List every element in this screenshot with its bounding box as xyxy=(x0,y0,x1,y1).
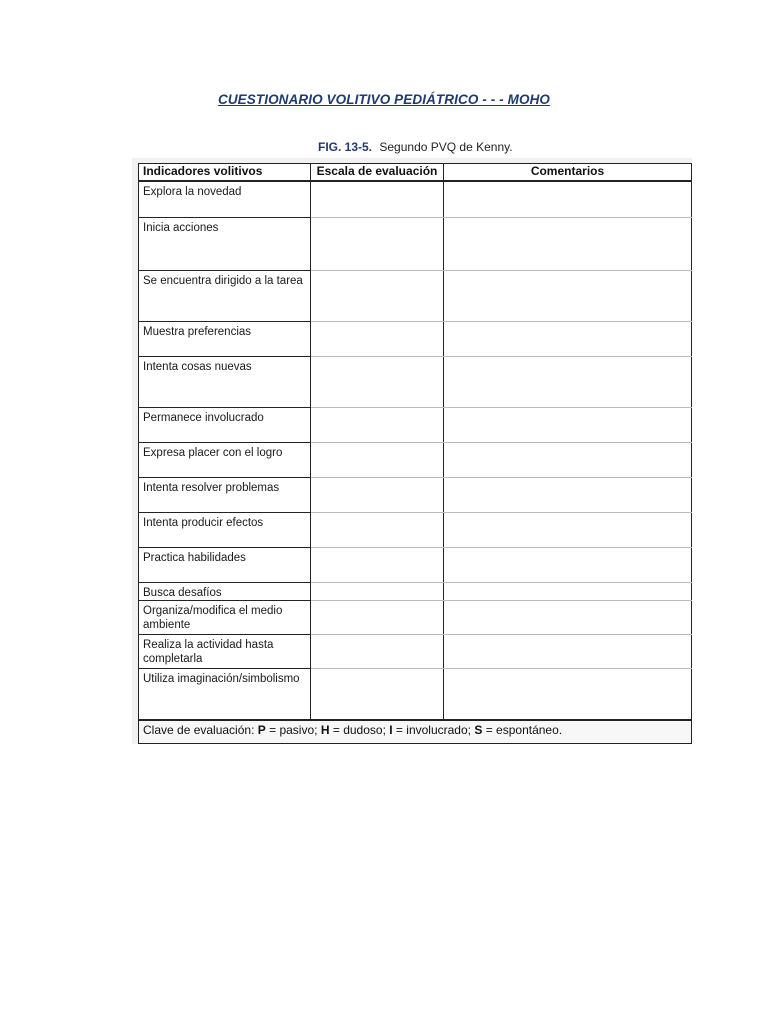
evaluation-key-prefix: Clave de evaluación: xyxy=(143,723,255,737)
indicator-label: Utiliza imaginación/simbolismo xyxy=(139,668,311,720)
table-row xyxy=(139,512,692,547)
figure-label: FIG. 13-5. xyxy=(318,140,373,154)
indicator-label: Inicia acciones xyxy=(139,217,311,270)
comment-cell[interactable] xyxy=(444,407,692,442)
evaluation-key-meaning: espontáneo xyxy=(496,723,559,737)
evaluation-key-items xyxy=(258,723,562,737)
evaluation-key-code: P xyxy=(257,723,266,737)
figure-caption-text: Segundo PVQ de Kenny. xyxy=(379,140,513,154)
header-indicators: Indicadores volitivos xyxy=(139,164,311,182)
table-row xyxy=(139,477,692,512)
evaluation-key-code: I xyxy=(389,723,393,737)
indicator-label: Expresa placer con el logro xyxy=(139,442,311,477)
scale-cell[interactable] xyxy=(311,181,444,217)
evaluation-key-item: P = pasivo; xyxy=(257,723,318,737)
indicator-label: Busca desafíos xyxy=(139,582,311,600)
comment-cell[interactable] xyxy=(444,668,692,720)
scale-cell[interactable] xyxy=(311,600,444,634)
scale-cell[interactable] xyxy=(311,270,444,321)
table-row xyxy=(139,582,692,600)
volitional-questionnaire-table xyxy=(138,163,692,744)
header-scale: Escala de evaluación xyxy=(311,164,444,182)
document-title: CUESTIONARIO VOLITIVO PEDIÁTRICO - - - MOHO xyxy=(217,92,551,107)
evaluation-key-item: I = involucrado; xyxy=(389,723,471,737)
comment-cell[interactable] xyxy=(444,442,692,477)
indicator-label: Intenta cosas nuevas xyxy=(139,356,311,407)
evaluation-key-code: H xyxy=(320,723,330,737)
evaluation-key xyxy=(139,720,692,744)
scale-cell[interactable] xyxy=(311,321,444,356)
scale-cell[interactable] xyxy=(311,512,444,547)
indicator-label: Intenta resolver problemas xyxy=(139,477,311,512)
comment-cell[interactable] xyxy=(444,477,692,512)
indicator-label: Muestra preferencias xyxy=(139,321,311,356)
evaluation-key-meaning: involucrado xyxy=(406,723,468,737)
table-row xyxy=(139,442,692,477)
table-row xyxy=(139,634,692,668)
scale-cell[interactable] xyxy=(311,217,444,270)
indicator-label: Intenta producir efectos xyxy=(139,512,311,547)
table-row xyxy=(139,270,692,321)
comment-cell[interactable] xyxy=(444,181,692,217)
evaluation-key-meaning: dudoso xyxy=(343,723,383,737)
table-header-row xyxy=(139,164,692,182)
comment-cell[interactable] xyxy=(444,582,692,600)
indicator-label: Permanece involucrado xyxy=(139,407,311,442)
table-row xyxy=(139,668,692,720)
comment-cell[interactable] xyxy=(444,634,692,668)
comment-cell[interactable] xyxy=(444,321,692,356)
table-row xyxy=(139,356,692,407)
scale-cell[interactable] xyxy=(311,547,444,582)
scale-cell[interactable] xyxy=(311,582,444,600)
scale-cell[interactable] xyxy=(311,668,444,720)
comment-cell[interactable] xyxy=(444,512,692,547)
table-row xyxy=(139,321,692,356)
table-row xyxy=(139,407,692,442)
indicator-label: Organiza/modifica el medio ambiente xyxy=(139,600,311,634)
header-comments: Comentarios xyxy=(444,164,692,182)
scale-cell[interactable] xyxy=(311,634,444,668)
table-row xyxy=(139,217,692,270)
indicator-label: Practica habilidades xyxy=(139,547,311,582)
scale-cell[interactable] xyxy=(311,407,444,442)
indicator-label: Se encuentra dirigido a la tarea xyxy=(139,270,311,321)
evaluation-key-item: H = dudoso; xyxy=(320,723,386,737)
scale-cell[interactable] xyxy=(311,442,444,477)
figure-caption xyxy=(318,140,513,154)
table-row xyxy=(139,600,692,634)
table-body xyxy=(139,181,692,720)
indicator-label: Realiza la actividad hasta completarla xyxy=(139,634,311,668)
evaluation-key-row xyxy=(139,720,692,744)
evaluation-key-code: S xyxy=(474,723,483,737)
table-row xyxy=(139,181,692,217)
evaluation-key-meaning: pasivo xyxy=(279,723,315,737)
evaluation-key-item: S = espontáneo. xyxy=(474,723,563,737)
indicator-label: Explora la novedad xyxy=(139,181,311,217)
scale-cell[interactable] xyxy=(311,356,444,407)
table-row xyxy=(139,547,692,582)
comment-cell[interactable] xyxy=(444,356,692,407)
comment-cell[interactable] xyxy=(444,217,692,270)
scale-cell[interactable] xyxy=(311,477,444,512)
comment-cell[interactable] xyxy=(444,547,692,582)
comment-cell[interactable] xyxy=(444,270,692,321)
comment-cell[interactable] xyxy=(444,600,692,634)
